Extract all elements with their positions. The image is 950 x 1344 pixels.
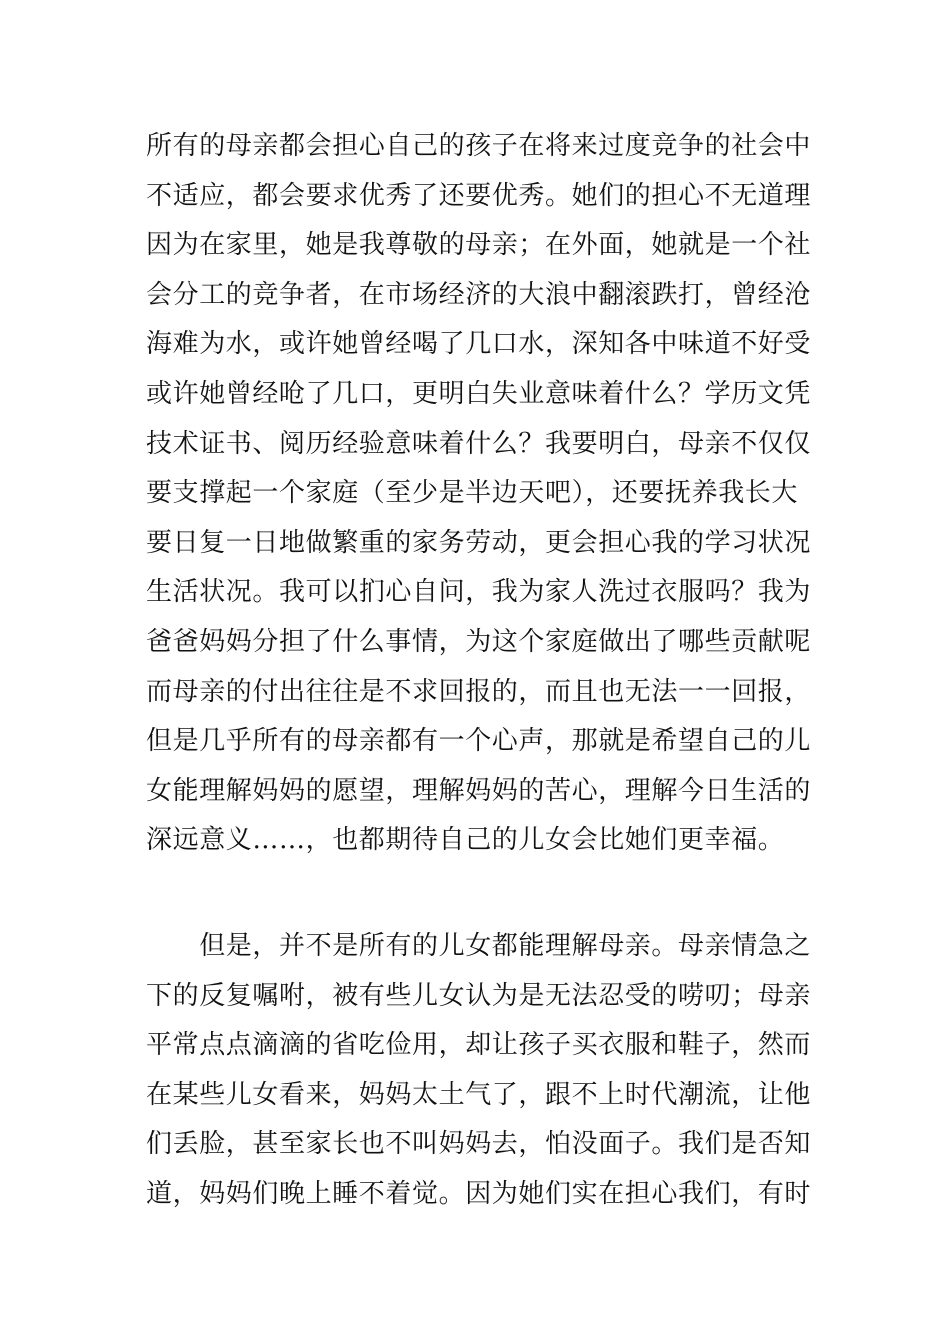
paragraph-2 xyxy=(146,922,816,1220)
text-line: 要日复一日地做繁重的家务劳动，更会担心我的学习状况 xyxy=(146,527,812,558)
text-line: 不适应，都会要求优秀了还要优秀。她们的担心不无道理 xyxy=(146,180,812,211)
text-line: 而母亲的付出往往是不求回报的，而且也无法一一回报， xyxy=(146,676,812,707)
text-line: 爸爸妈妈分担了什么事情，为这个家庭做出了哪些贡献呢 xyxy=(146,626,812,657)
text-line: 但是几乎所有的母亲都有一个心声，那就是希望自己的儿 xyxy=(146,726,812,757)
text-line: 所有的母亲都会担心自己的孩子在将来过度竞争的社会中 xyxy=(146,131,812,161)
text-line: 生活状况。我可以扪心自问，我为家人洗过衣服吗？我为 xyxy=(146,577,812,608)
text-line: 在某些儿女看来，妈妈太土气了，跟不上时代潮流，让他 xyxy=(146,1079,812,1110)
text-line: 平常点点滴滴的省吃俭用，却让孩子买衣服和鞋子，然而 xyxy=(146,1030,812,1061)
text-line: 因为在家里，她是我尊敬的母亲；在外面，她就是一个社 xyxy=(146,230,812,261)
text-line: 但是，并不是所有的儿女都能理解母亲。母亲情急之 xyxy=(146,931,812,961)
text-line: 深远意义……，也都期待自己的儿女会比她们更幸福。 xyxy=(146,825,785,856)
paragraph-1 xyxy=(146,122,816,866)
text-line: 女能理解妈妈的愿望，理解妈妈的苦心，理解今日生活的 xyxy=(146,775,812,806)
text-line: 下的反复嘱咐，被有些儿女认为是无法忍受的唠叨；母亲 xyxy=(146,980,812,1011)
text-line: 技术证书、阅历经验意味着什么？我要明白，母亲不仅仅 xyxy=(146,428,812,459)
text-line: 们丢脸，甚至家长也不叫妈妈去，怕没面子。我们是否知 xyxy=(146,1129,812,1160)
text-line: 或许她曾经呛了几口，更明白失业意味着什么？学历文凭 xyxy=(146,378,812,409)
text-line: 道，妈妈们晚上睡不着觉。因为她们实在担心我们，有时 xyxy=(146,1178,812,1209)
text-line: 要支撑起一个家庭（至少是半边天吧），还要抚养我长大 xyxy=(146,478,799,509)
text-line: 海难为水，或许她曾经喝了几口水，深知各中味道不好受 xyxy=(146,329,812,360)
text-line: 会分工的竞争者，在市场经济的大浪中翻滚跌打，曾经沧 xyxy=(146,279,812,310)
